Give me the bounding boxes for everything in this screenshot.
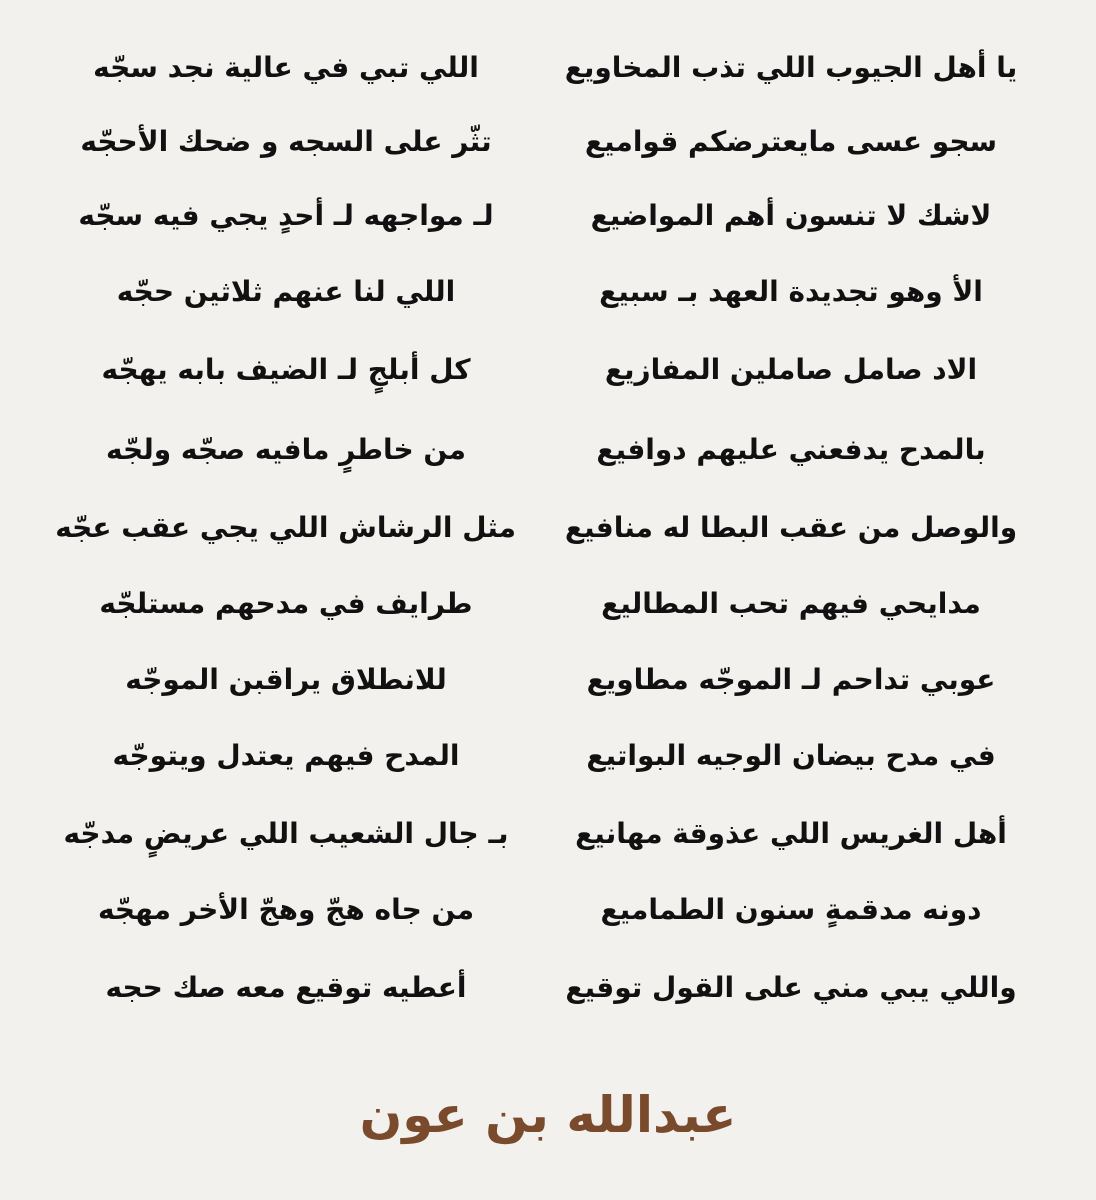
poet-signature: عبدالله بن عون bbox=[359, 1086, 737, 1144]
verse-10-first-hemistich: في مدح بيضان الوجيه البواتيع bbox=[586, 739, 996, 772]
verse-13-first-hemistich: واللي يبي مني على القول توقيع bbox=[565, 971, 1017, 1004]
verse-4 bbox=[0, 262, 1096, 322]
verse-2-second-hemistich: تثّر على السجه و ضحك الأحجّه bbox=[80, 125, 492, 158]
verse-9 bbox=[0, 650, 1096, 710]
verse-13-second-hemistich: أعطيه توقيع معه صك حجه bbox=[105, 971, 467, 1004]
verse-7 bbox=[0, 498, 1096, 558]
verse-5-second-hemistich: كل أبلجٍ لـ الضيف بابه يهجّه bbox=[101, 353, 471, 386]
verse-3 bbox=[0, 186, 1096, 246]
verse-10 bbox=[0, 726, 1096, 786]
verse-6-first-hemistich: بالمدح يدفعني عليهم دوافيع bbox=[596, 433, 986, 466]
verse-8 bbox=[0, 574, 1096, 634]
verse-2-first-hemistich: سجو عسى مايعترضكم قواميع bbox=[584, 125, 998, 158]
verse-9-second-hemistich: للانطلاق يراقبن الموجّه bbox=[125, 663, 447, 696]
verse-12-first-hemistich: دونه مدقمةٍ سنون الطماميع bbox=[600, 893, 982, 926]
verse-4-second-hemistich: اللي لنا عنهم ثلاثين حجّه bbox=[116, 275, 456, 308]
verse-1-second-hemistich: اللي تبي في عالية نجد سجّه bbox=[93, 51, 479, 84]
verse-5 bbox=[0, 340, 1096, 400]
verse-12 bbox=[0, 880, 1096, 940]
verse-12-second-hemistich: من جاه هجّ وهجّ الأخر مهجّه bbox=[97, 893, 475, 926]
verse-7-first-hemistich: والوصل من عقب البطا له منافيع bbox=[564, 511, 1018, 544]
verse-6-second-hemistich: من خاطرٍ مافيه صجّه ولجّه bbox=[106, 433, 466, 466]
verse-8-second-hemistich: طرايف في مدحهم مستلجّه bbox=[99, 587, 473, 620]
verse-1 bbox=[0, 38, 1096, 98]
verse-11-second-hemistich: بـ جال الشعيب اللي عريضٍ مدجّه bbox=[63, 817, 509, 850]
verse-6 bbox=[0, 420, 1096, 480]
verse-11 bbox=[0, 804, 1096, 864]
verse-10-second-hemistich: المدح فيهم يعتدل ويتوجّه bbox=[112, 739, 460, 772]
verse-1-first-hemistich: يا أهل الجيوب اللي تذب المخاويع bbox=[564, 51, 1018, 84]
verse-9-first-hemistich: عوبي تداحم لـ الموجّه مطاويع bbox=[586, 663, 996, 696]
verse-3-second-hemistich: لـ مواجهه لـ أحدٍ يجي فيه سجّه bbox=[78, 199, 494, 232]
verse-7-second-hemistich: مثل الرشاش اللي يجي عقب عجّه bbox=[55, 511, 516, 544]
verse-2 bbox=[0, 112, 1096, 172]
verse-3-first-hemistich: لاشك لا تنسون أهم المواضيع bbox=[590, 199, 992, 232]
verse-5-first-hemistich: الاد صامل صاملين المفازيع bbox=[604, 353, 978, 386]
verse-8-first-hemistich: مدايحي فيهم تحب المطاليع bbox=[601, 587, 981, 620]
verse-13 bbox=[0, 958, 1096, 1018]
verse-4-first-hemistich: الأ وهو تجديدة العهد بـ سبيع bbox=[599, 275, 983, 308]
verse-11-first-hemistich: أهل الغريس اللي عذوقة مهانيع bbox=[575, 817, 1007, 850]
